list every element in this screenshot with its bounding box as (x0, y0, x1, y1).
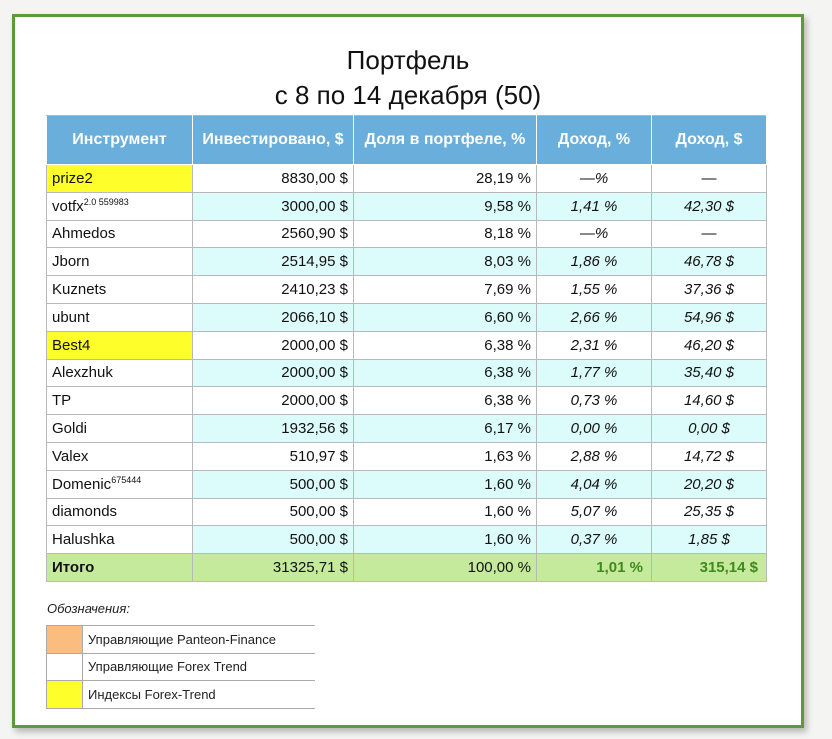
cell-income-pct: 1,41 % (537, 192, 652, 220)
cell-instrument (47, 415, 193, 443)
table-row (47, 359, 767, 387)
instrument-name: Goldi (52, 420, 88, 438)
table-row (47, 192, 767, 220)
instrument-name: Jborn (52, 253, 90, 271)
table-row (47, 248, 767, 276)
legend-swatch (47, 653, 83, 681)
cell-income-usd: 0,00 $ (652, 415, 767, 443)
instrument-name: diamonds (52, 503, 118, 521)
instrument-name: Ahmedos (52, 225, 116, 243)
cell-income-usd: 14,60 $ (652, 387, 767, 415)
cell-invested: 2560,90 $ (193, 220, 354, 248)
cell-share: 1,60 % (354, 470, 537, 498)
col-header-share: Доля в портфеле, % (354, 116, 537, 165)
cell-income-usd: 46,20 $ (652, 331, 767, 359)
cell-income-usd: — (652, 165, 767, 193)
cell-income-pct: 0,00 % (537, 415, 652, 443)
cell-income-usd: 54,96 $ (652, 303, 767, 331)
table-header-row (47, 116, 767, 165)
cell-invested: 2000,00 $ (193, 359, 354, 387)
legend-label: Управляющие Panteon-Finance (83, 626, 316, 654)
cell-invested: 500,00 $ (193, 470, 354, 498)
instrument-name: votfx (52, 198, 84, 216)
cell-income-pct: 2,88 % (537, 442, 652, 470)
cell-income-usd: 37,36 $ (652, 276, 767, 304)
legend-item (47, 653, 316, 681)
cell-income-usd: 20,20 $ (652, 470, 767, 498)
cell-instrument (47, 248, 193, 276)
total-share: 100,00 % (354, 554, 537, 582)
table-row (47, 470, 767, 498)
instrument-name: Kuznets (52, 281, 107, 299)
col-header-income-pct: Доход, % (537, 116, 652, 165)
cell-income-pct: 4,04 % (537, 470, 652, 498)
instrument-name: prize2 (52, 169, 93, 187)
cell-share: 6,17 % (354, 415, 537, 443)
cell-invested: 500,00 $ (193, 526, 354, 554)
instrument-superscript: 2.0 559983 (83, 197, 129, 208)
instrument-name: Best4 (52, 336, 91, 354)
table-body (47, 165, 767, 554)
legend-swatch (47, 626, 83, 654)
cell-invested: 2000,00 $ (193, 387, 354, 415)
cell-instrument (47, 192, 193, 220)
cell-invested: 510,97 $ (193, 442, 354, 470)
cell-invested: 500,00 $ (193, 498, 354, 526)
cell-income-pct: 5,07 % (537, 498, 652, 526)
cell-instrument (47, 165, 193, 193)
instrument-name: Domenic (52, 476, 112, 494)
cell-income-usd: 1,85 $ (652, 526, 767, 554)
cell-income-usd: — (652, 220, 767, 248)
legend-swatch (47, 681, 83, 709)
legend-label: Индексы Forex-Trend (83, 681, 316, 709)
cell-income-usd: 42,30 $ (652, 192, 767, 220)
portfolio-table (46, 115, 767, 582)
cell-instrument (47, 470, 193, 498)
total-label: Итого (47, 554, 193, 582)
table-row (47, 526, 767, 554)
table-row (47, 442, 767, 470)
table-row (47, 498, 767, 526)
cell-instrument (47, 442, 193, 470)
cell-income-pct: —% (537, 165, 652, 193)
cell-invested: 2410,23 $ (193, 276, 354, 304)
legend-label: Управляющие Forex Trend (83, 653, 316, 681)
cell-invested: 3000,00 $ (193, 192, 354, 220)
cell-share: 8,03 % (354, 248, 537, 276)
title-line-1: Портфель (346, 45, 470, 75)
legend-item (47, 626, 316, 654)
cell-share: 6,60 % (354, 303, 537, 331)
instrument-superscript: 675444 (111, 475, 142, 486)
cell-income-pct: 2,31 % (537, 331, 652, 359)
cell-share: 6,38 % (354, 387, 537, 415)
cell-share: 28,19 % (354, 165, 537, 193)
table-row (47, 165, 767, 193)
cell-invested: 1932,56 $ (193, 415, 354, 443)
cell-income-pct: 0,37 % (537, 526, 652, 554)
page-title (15, 43, 801, 113)
cell-share: 8,18 % (354, 220, 537, 248)
instrument-name: Valex (52, 447, 89, 465)
cell-income-pct: 2,66 % (537, 303, 652, 331)
cell-income-pct: 0,73 % (537, 387, 652, 415)
cell-instrument (47, 387, 193, 415)
table-row (47, 387, 767, 415)
legend-item (47, 681, 316, 709)
cell-instrument (47, 331, 193, 359)
total-income-pct: 1,01 % (537, 554, 652, 582)
instrument-name: TP (52, 392, 72, 410)
cell-instrument (47, 276, 193, 304)
cell-instrument (47, 498, 193, 526)
cell-share: 1,60 % (354, 526, 537, 554)
cell-income-usd: 46,78 $ (652, 248, 767, 276)
instrument-name: Alexzhuk (52, 364, 113, 382)
cell-invested: 2514,95 $ (193, 248, 354, 276)
cell-invested: 8830,00 $ (193, 165, 354, 193)
legend-title: Обозначения: (47, 601, 130, 616)
legend-table (46, 625, 315, 709)
table-row (47, 415, 767, 443)
cell-income-usd: 25,35 $ (652, 498, 767, 526)
cell-instrument (47, 220, 193, 248)
table-row (47, 276, 767, 304)
table-row (47, 220, 767, 248)
table-row (47, 331, 767, 359)
cell-share: 1,60 % (354, 498, 537, 526)
cell-income-usd: 14,72 $ (652, 442, 767, 470)
cell-invested: 2066,10 $ (193, 303, 354, 331)
cell-share: 6,38 % (354, 331, 537, 359)
total-income-usd: 315,14 $ (652, 554, 767, 582)
instrument-name: ubunt (52, 308, 90, 326)
col-header-instrument: Инструмент (47, 116, 193, 165)
cell-share: 9,58 % (354, 192, 537, 220)
instrument-name: Halushka (52, 531, 115, 549)
title-line-2: с 8 по 14 декабря (50) (274, 80, 542, 110)
total-invested: 31325,71 $ (193, 554, 354, 582)
col-header-invested: Инвестировано, $ (193, 116, 354, 165)
table-row (47, 303, 767, 331)
cell-income-pct: 1,77 % (537, 359, 652, 387)
cell-instrument (47, 359, 193, 387)
col-header-income-usd: Доход, $ (652, 116, 767, 165)
portfolio-sheet (12, 14, 804, 728)
cell-income-pct: 1,86 % (537, 248, 652, 276)
total-row (47, 554, 767, 582)
cell-income-pct: 1,55 % (537, 276, 652, 304)
cell-instrument (47, 526, 193, 554)
cell-instrument (47, 303, 193, 331)
cell-share: 7,69 % (354, 276, 537, 304)
cell-income-pct: —% (537, 220, 652, 248)
cell-share: 1,63 % (354, 442, 537, 470)
cell-income-usd: 35,40 $ (652, 359, 767, 387)
cell-invested: 2000,00 $ (193, 331, 354, 359)
cell-share: 6,38 % (354, 359, 537, 387)
